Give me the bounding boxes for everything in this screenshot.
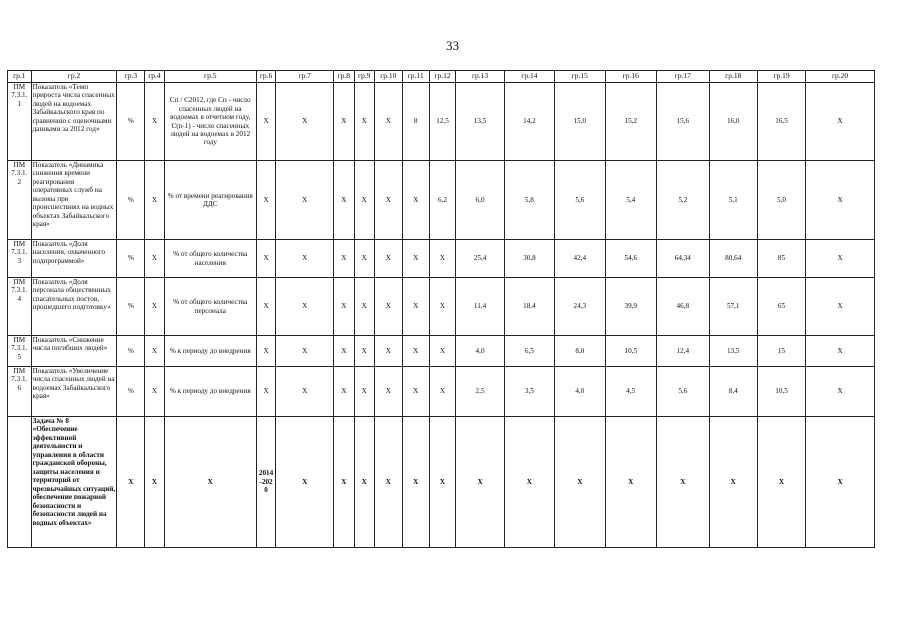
row-code-cell: ПМ 7.3.1. 5 — [8, 336, 32, 367]
table-cell: X — [354, 417, 374, 548]
table-cell: X — [429, 240, 456, 278]
table-cell: X — [334, 367, 354, 417]
table-cell: X — [256, 161, 275, 240]
table-cell: 46,8 — [657, 278, 710, 336]
table-cell: X — [806, 278, 875, 336]
header-cell: гр.6 — [256, 71, 275, 83]
table-cell: X — [354, 161, 374, 240]
row-code-cell: ПМ 7.3.1. 2 — [8, 161, 32, 240]
table-cell: 4,0 — [456, 336, 504, 367]
indicator-name-cell: Показатель «Темп прироста числа спасенных людей на водоемах Забайкальского края по сравнению с оценочными данными за 2012 год» — [31, 83, 117, 161]
table-cell: 39,9 — [605, 278, 657, 336]
table-cell: 8 — [402, 83, 429, 161]
table-cell: 2,5 — [456, 367, 504, 417]
table-cell: X — [806, 161, 875, 240]
indicator-name-cell: Показатель «Увеличение числа спасенных людей на водоемах Забайкальского края» — [31, 367, 117, 417]
table-cell: X — [605, 417, 657, 548]
table-cell: X — [657, 417, 710, 548]
table-cell: X — [709, 417, 757, 548]
table-cell: X — [276, 278, 334, 336]
table-cell: 12,5 — [429, 83, 456, 161]
row-code-cell: ПМ 7.3.1. 1 — [8, 83, 32, 161]
header-cell: гр.4 — [145, 71, 164, 83]
header-cell: гр.5 — [164, 71, 256, 83]
table-cell: 5,1 — [709, 161, 757, 240]
header-cell: гр.10 — [374, 71, 402, 83]
table-cell: X — [334, 161, 354, 240]
header-cell: гр.11 — [402, 71, 429, 83]
indicator-name-cell: Показатель «Динамика снижения времени реагирования оперативных служб на вызовы при происшествиях на водных объектах Забайкальского края» — [31, 161, 117, 240]
table-cell: X — [276, 336, 334, 367]
table-cell: X — [429, 336, 456, 367]
table-cell: 30,8 — [504, 240, 554, 278]
table-cell: 10,5 — [757, 367, 805, 417]
table-cell: X — [145, 417, 164, 548]
table-cell: 80,64 — [709, 240, 757, 278]
table-cell: X — [806, 367, 875, 417]
table-cell: X — [256, 240, 275, 278]
table-cell: X — [256, 278, 275, 336]
table-cell: 6,0 — [456, 161, 504, 240]
table-cell: 12,4 — [657, 336, 710, 367]
table-cell: % от времени реагирования ДДС — [164, 161, 256, 240]
table-cell: X — [555, 417, 605, 548]
table-cell: X — [402, 367, 429, 417]
table-cell: 4,5 — [605, 367, 657, 417]
table-cell: % — [117, 240, 145, 278]
header-cell: гр.7 — [276, 71, 334, 83]
table-cell: X — [334, 278, 354, 336]
indicator-name-cell: Показатель «Доля населения, охваченного подпрограммой» — [31, 240, 117, 278]
table-cell: X — [334, 336, 354, 367]
table-cell: X — [456, 417, 504, 548]
table-cell: X — [429, 367, 456, 417]
table-cell: 85 — [757, 240, 805, 278]
table-cell: 65 — [757, 278, 805, 336]
table-cell: X — [256, 336, 275, 367]
row-code-cell: ПМ 7.3.1. 6 — [8, 367, 32, 417]
table-cell: X — [354, 83, 374, 161]
table-cell: 16,5 — [757, 83, 805, 161]
table-cell: X — [374, 240, 402, 278]
table-cell: X — [504, 417, 554, 548]
table-cell: 5,4 — [605, 161, 657, 240]
table-cell: Сп / C2012, где Сп - число спасенных людей на водоемах в отчетном году, C(n-1) - число спасенных людей на водоемах в 2012 году — [164, 83, 256, 161]
table-cell: X — [276, 83, 334, 161]
table-cell: 2014-2020 — [256, 417, 275, 548]
indicator-name-cell: Показатель «Доля персонала общественных спасательных постов, прошедшего подготовку» — [31, 278, 117, 336]
table-cell: X — [354, 278, 374, 336]
table-cell: X — [256, 83, 275, 161]
header-cell: гр.20 — [806, 71, 875, 83]
table-cell: X — [334, 417, 354, 548]
table-cell: X — [374, 161, 402, 240]
table-cell: 4,0 — [555, 367, 605, 417]
table-cell: X — [276, 240, 334, 278]
table-cell: X — [145, 161, 164, 240]
header-cell: гр.14 — [504, 71, 554, 83]
table-cell: % — [117, 161, 145, 240]
table-cell: X — [374, 367, 402, 417]
header-cell: гр.8 — [334, 71, 354, 83]
indicator-name-cell: Задача № 8 «Обеспечение эффективной деятельности и управления в области гражданской обороны, защиты населения и территорий от чрезвычайных ситуаций, обеспечение пожарной безопасности и безопасности людей на водных объектах» — [31, 417, 117, 548]
header-cell: гр.3 — [117, 71, 145, 83]
table-cell: 14,2 — [504, 83, 554, 161]
table-cell: 6,5 — [504, 336, 554, 367]
table-cell: X — [145, 336, 164, 367]
table-row — [8, 240, 875, 278]
table-cell: X — [806, 240, 875, 278]
header-cell: гр.16 — [605, 71, 657, 83]
table-cell: 10,5 — [605, 336, 657, 367]
table-cell: 15,2 — [605, 83, 657, 161]
row-code-cell: ПМ 7.3.1. 3 — [8, 240, 32, 278]
header-cell: гр.15 — [555, 71, 605, 83]
indicator-name-cell: Показатель «Снижение числа погибших людей» — [31, 336, 117, 367]
table-cell: 64,34 — [657, 240, 710, 278]
table-cell: 6,2 — [429, 161, 456, 240]
table-cell: X — [145, 367, 164, 417]
header-cell: гр.13 — [456, 71, 504, 83]
table-cell: % к периоду до внедрения — [164, 336, 256, 367]
table-row — [8, 83, 875, 161]
header-cell: гр.19 — [757, 71, 805, 83]
table-cell: % — [117, 278, 145, 336]
table-cell: X — [374, 278, 402, 336]
table-cell: X — [334, 240, 354, 278]
table-cell: X — [806, 336, 875, 367]
table-cell: X — [354, 336, 374, 367]
table-cell: 13,5 — [456, 83, 504, 161]
row-code-cell — [8, 417, 32, 548]
table-cell: X — [374, 83, 402, 161]
table-cell: X — [402, 240, 429, 278]
indicators-table — [7, 70, 875, 548]
row-code-cell: ПМ 7.3.1. 4 — [8, 278, 32, 336]
table-cell: X — [429, 417, 456, 548]
table-cell: X — [117, 417, 145, 548]
table-cell: % к периоду до внедрения — [164, 367, 256, 417]
table-cell: X — [374, 417, 402, 548]
table-cell: 8,0 — [555, 336, 605, 367]
task-row — [8, 417, 875, 548]
page-number: 33 — [446, 38, 459, 53]
table-row — [8, 336, 875, 367]
table-cell: X — [164, 417, 256, 548]
table-cell: X — [276, 367, 334, 417]
table-cell: 13,5 — [709, 336, 757, 367]
header-cell: гр.9 — [354, 71, 374, 83]
table-cell: 11,4 — [456, 278, 504, 336]
table-cell: X — [256, 367, 275, 417]
table-cell: 5,6 — [555, 161, 605, 240]
table-cell: 24,3 — [555, 278, 605, 336]
table-body — [8, 71, 875, 548]
table-cell: % — [117, 83, 145, 161]
table-cell: 15 — [757, 336, 805, 367]
table-cell: X — [402, 336, 429, 367]
table-cell: 25,4 — [456, 240, 504, 278]
table-cell: 5,2 — [657, 161, 710, 240]
table-cell: X — [429, 278, 456, 336]
table-cell: 5,6 — [657, 367, 710, 417]
table-cell: 8,4 — [709, 367, 757, 417]
table-cell: 42,4 — [555, 240, 605, 278]
table-cell: 5,8 — [504, 161, 554, 240]
table-cell: 15,0 — [555, 83, 605, 161]
table-cell: X — [334, 83, 354, 161]
table-cell: X — [276, 417, 334, 548]
table-cell: X — [806, 417, 875, 548]
table-cell: X — [402, 278, 429, 336]
header-cell: гр.12 — [429, 71, 456, 83]
table-cell: 16,0 — [709, 83, 757, 161]
table-cell: X — [402, 161, 429, 240]
header-cell: гр.18 — [709, 71, 757, 83]
table-row — [8, 367, 875, 417]
table-cell: 15,6 — [657, 83, 710, 161]
table-cell: X — [145, 278, 164, 336]
table-cell: X — [145, 240, 164, 278]
table-cell: X — [354, 367, 374, 417]
table-cell: X — [145, 83, 164, 161]
table-cell: % от общего количества населения — [164, 240, 256, 278]
table-cell: % — [117, 336, 145, 367]
table-cell: 3,5 — [504, 367, 554, 417]
table-cell: 18,4 — [504, 278, 554, 336]
header-cell: гр.1 — [8, 71, 32, 83]
table-cell: X — [402, 417, 429, 548]
table-cell: 57,1 — [709, 278, 757, 336]
table-cell: X — [276, 161, 334, 240]
table-cell: 5,0 — [757, 161, 805, 240]
table-row — [8, 161, 875, 240]
header-cell: гр.17 — [657, 71, 710, 83]
table-cell: % от общего количества персонала — [164, 278, 256, 336]
table-row — [8, 278, 875, 336]
table-cell: X — [354, 240, 374, 278]
table-cell: X — [374, 336, 402, 367]
table-cell: % — [117, 367, 145, 417]
header-cell: гр.2 — [31, 71, 117, 83]
header-row — [8, 71, 875, 83]
table-cell: 54,6 — [605, 240, 657, 278]
table-cell: X — [806, 83, 875, 161]
table-cell: X — [757, 417, 805, 548]
